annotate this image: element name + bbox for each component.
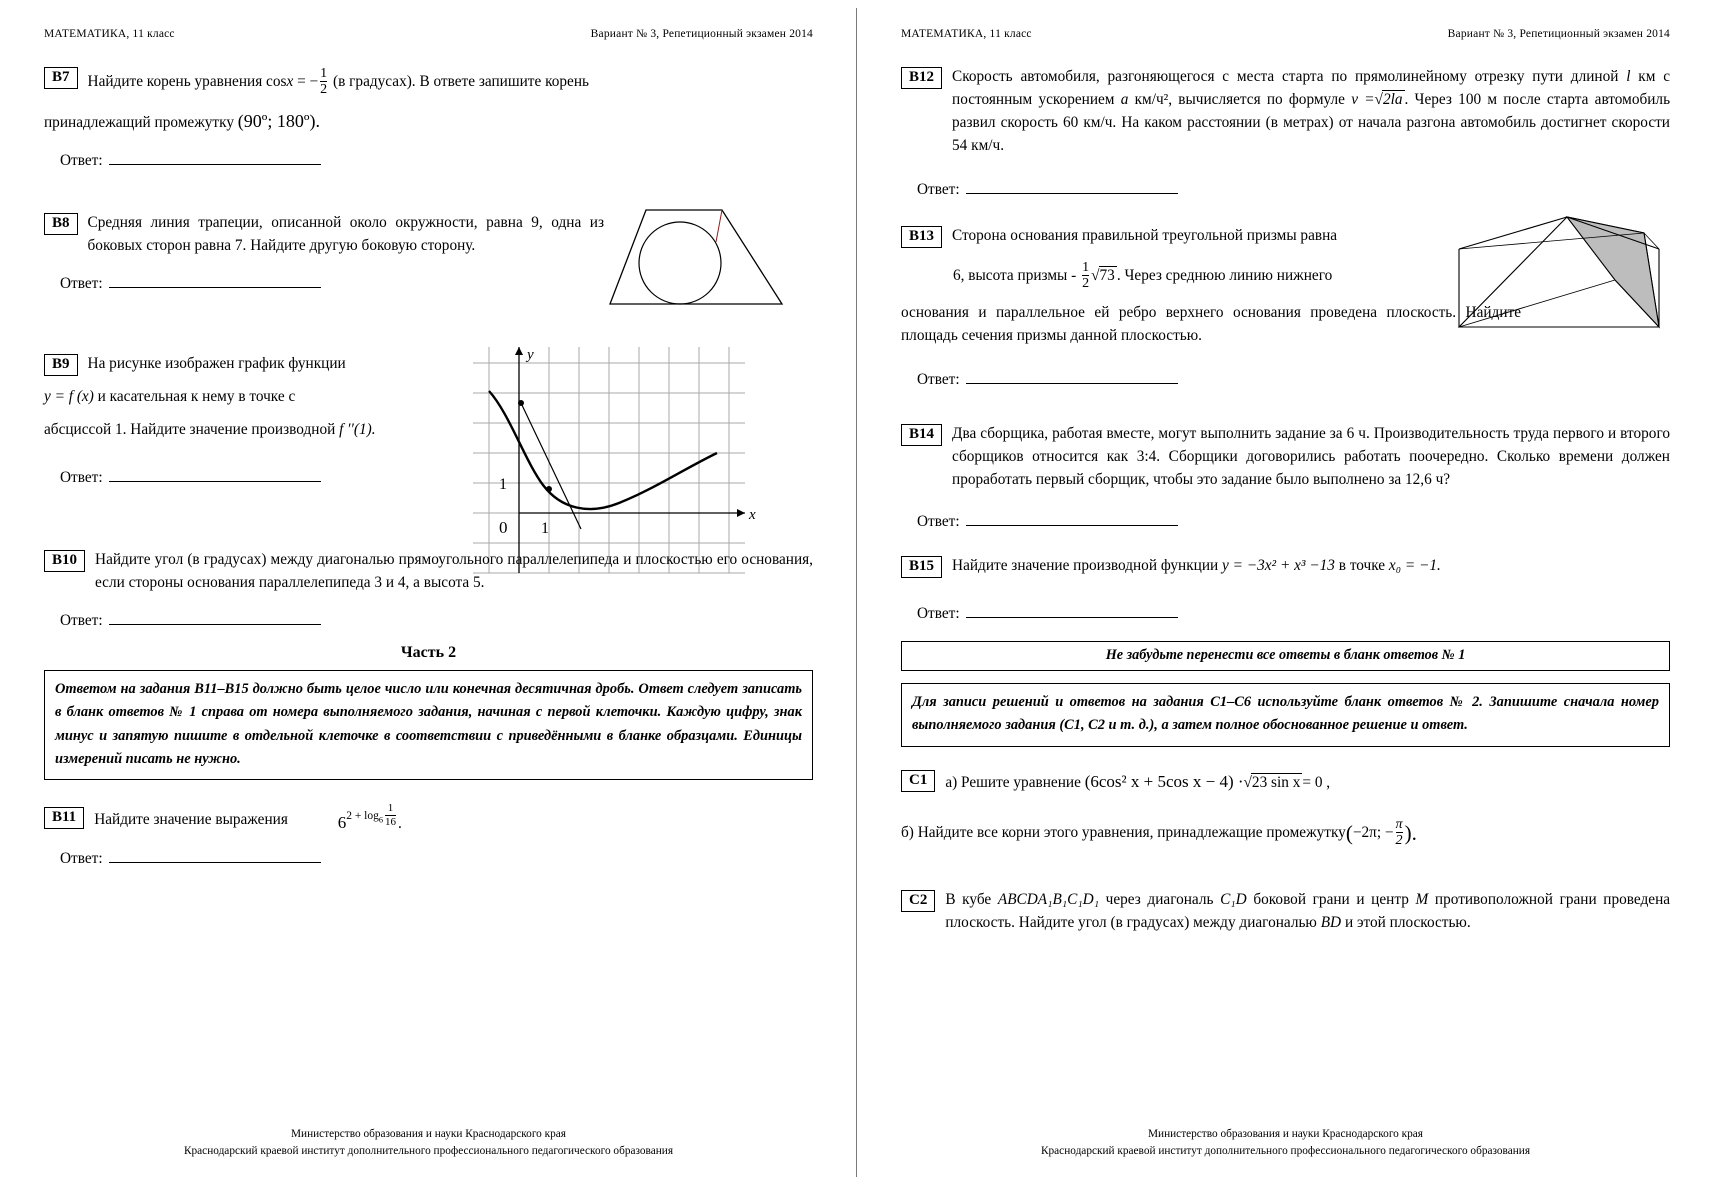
b15-formula: y = −3x² + x³ −13: [1222, 556, 1335, 574]
b13-line2: [953, 260, 1473, 292]
b12-text-3: км/ч², вычисляется по формуле: [1134, 90, 1345, 108]
task-b13: [901, 225, 1670, 389]
task-b14-text: Два сборщика, работая вместе, могут выполнить задание за 6 ч. Производительность труда первого и второго сборщиков относится как 3:4. Сборщики договорились работать поочередно. Сколько времени должен проработать первый сборщик, чтобы это задание было выполнено за 12,6 ч?: [952, 424, 1670, 488]
header-subject-left: МАТЕМАТИКА, 11 класс: [44, 28, 175, 40]
task-tag-b15: B15: [901, 556, 942, 578]
answer-label-b12: Ответ:: [917, 180, 960, 198]
answer-line-b14[interactable]: [966, 512, 1178, 526]
running-head-right: [901, 28, 1670, 40]
c2-text-5: и этой плоскостью.: [1344, 913, 1471, 931]
running-head-left: [44, 28, 813, 40]
b12-text-4: . Через 100 м после старта автомобиль развил скорость 60 км/ч. На каком расстоянии (в метрах) от начала разгона автомобиль достигнет скорости 54 км/ч.: [952, 90, 1671, 154]
task-b11-text: [94, 802, 813, 833]
task-b11: [44, 802, 813, 868]
c2-diag: C₁D: [1220, 890, 1247, 908]
c2-text-3: боковой грани и центр: [1253, 890, 1409, 908]
task-b15-text: [952, 555, 1670, 578]
b12-var-a: a: [1120, 90, 1129, 108]
svg-text:y: y: [527, 346, 534, 363]
transfer-answers-banner: Не забудьте перенести все ответы в бланк ответов № 1: [901, 641, 1670, 671]
header-variant-right: Вариант № 3, Репетиционный экзамен 2014: [1447, 28, 1670, 40]
answer-line-b11[interactable]: [109, 849, 321, 863]
task-tag-b8: B8: [44, 213, 78, 235]
task-c1: [901, 769, 1670, 849]
b11-base: 6: [337, 813, 347, 833]
answer-label-b15: Ответ:: [917, 604, 960, 622]
task-b10-text: Найдите угол (в градусах) между диагональю прямоугольного параллелепипеда и плоскостью его основания, если стороны основания параллелепипеда 3 и 4, а высота 5.: [95, 550, 813, 591]
b12-sqrt-body: 2la: [1382, 90, 1403, 108]
b11-exp-sub: 6: [378, 815, 384, 825]
answer-line-b9[interactable]: [109, 468, 321, 482]
answer-label-b11: Ответ:: [60, 850, 103, 868]
c1-text-b: б) Найдите все корни этого уравнения, принадлежащие промежутку: [901, 823, 1346, 841]
answer-b14: [917, 512, 1670, 531]
task-b15: [901, 555, 1670, 623]
answer-label-b8: Ответ:: [60, 274, 103, 292]
task-tag-b14: B14: [901, 424, 942, 446]
c2-text-1: В кубе: [945, 890, 992, 908]
c1-text-a: а) Решите уравнение: [945, 773, 1081, 791]
b9-derivative: f ′′(1).: [339, 421, 376, 439]
b9-formula: y = f (x): [44, 388, 94, 406]
answer-b13: [917, 370, 1670, 389]
b15-point: x₀ = −1.: [1388, 556, 1441, 574]
right-page: [857, 0, 1714, 1185]
c1-sqrt: √23 sin x: [1243, 773, 1301, 791]
b13-frac-num: 1: [1082, 259, 1090, 275]
task-b8-text: Средняя линия трапеции, описанной около окружности, равна 9, одна из боковых сторон равна 7. Найдите другую боковую сторону.: [87, 213, 604, 254]
task-b13-text-1: Сторона основания правильной треугольной призмы равна: [952, 226, 1338, 244]
task-b12: [901, 66, 1670, 199]
b13-sqrt: √73: [1091, 266, 1115, 284]
task-c1-text-b: [901, 817, 1670, 849]
task-b12-text: [952, 66, 1670, 158]
task-b9: [44, 346, 813, 537]
answer-line-b8[interactable]: [109, 274, 321, 288]
task-tag-b10: B10: [44, 550, 85, 572]
part-c-instructions: Для записи решений и ответов на задания С1–С6 используйте бланк ответов № 2. Запишите сначала номер выполняемого задания (С1, С2 и т. д.), а затем полное обоснованное решение и ответ.: [901, 683, 1670, 747]
task-b14: [901, 423, 1670, 531]
b13-fraction: [1082, 260, 1089, 292]
answer-label-b14: Ответ:: [917, 512, 960, 530]
task-tag-b11: B11: [44, 807, 84, 829]
answer-label-b10: Ответ:: [60, 611, 103, 629]
c2-point-m: M: [1415, 890, 1429, 908]
part-2-instructions: Ответом на задания В11–В15 должно быть целое число или конечная десятичная дробь. Ответ следует записать в бланк ответов № 1 справа от номера выполняемого задания, начиная с первой клеточки. Каждую цифру, знак минус и запятую пишите в отдельной клеточке в соответствии с приведёнными в бланке образцами. Единицы измерений писать не нужно.: [44, 670, 813, 780]
c2-text-2: через диагональ: [1105, 890, 1214, 908]
b11-exp-frac: [385, 803, 396, 828]
answer-label-b13: Ответ:: [917, 370, 960, 388]
b11-expression: [337, 802, 402, 833]
b11-exp-frac-den: 16: [385, 815, 397, 828]
b9-text-1: На рисунке изображен график функции: [87, 354, 346, 372]
c2-bd: BD: [1320, 913, 1342, 931]
c2-cube: ABCDA₁B₁C₁D₁: [997, 890, 1100, 908]
task-c2: [901, 889, 1670, 935]
header-subject-right: МАТЕМАТИКА, 11 класс: [901, 28, 1032, 40]
task-tag-b12: B12: [901, 67, 942, 89]
b12-text-1: Скорость автомобиля, разгоняющегося с места старта по прямолинейному отрезку пути длиной: [952, 68, 1619, 85]
b12-sqrt: √2la: [1374, 90, 1403, 108]
answer-label-b7: Ответ:: [60, 151, 103, 169]
footer-right: [857, 1126, 1714, 1159]
task-b7: [44, 66, 813, 170]
answer-b7: [60, 151, 813, 170]
footer-right-line-2: Краснодарский краевой институт дополнительного профессионального педагогического образования: [1040, 1144, 1531, 1157]
c1-sqrt-body: 23 sin x: [1251, 773, 1301, 791]
svg-text:x: x: [749, 506, 756, 523]
task-b10: [44, 549, 813, 630]
svg-text:1: 1: [499, 475, 507, 493]
answer-line-b15[interactable]: [966, 604, 1178, 618]
c1-interval-close: ).: [1404, 820, 1417, 845]
b15-text-2: в точке: [1338, 556, 1386, 574]
b12-text-2: км с постоянным ускорением: [952, 68, 1670, 108]
task-tag-c1: C1: [901, 770, 935, 792]
b9-text-3: абсциссой 1. Найдите значение производной: [44, 421, 336, 439]
b7-frac-num: 1: [320, 65, 328, 81]
answer-b15: [917, 604, 1670, 623]
b13-text-2: 6, высота призмы -: [953, 266, 1077, 284]
svg-text:0: 0: [499, 517, 508, 537]
b7-frac-den: 2: [320, 81, 328, 98]
task-tag-b13: B13: [901, 226, 942, 248]
answer-line-b10[interactable]: [109, 611, 321, 625]
b13-sqrt-body: 73: [1099, 266, 1115, 284]
b12-formula-v: v =: [1351, 90, 1375, 108]
answer-line-b7[interactable]: [109, 151, 321, 165]
answer-b11: [60, 849, 813, 868]
trapezoid-circle-figure: [604, 204, 824, 314]
answer-line-b12[interactable]: [966, 180, 1178, 194]
b11-dot: .: [398, 815, 402, 833]
task-tag-b7: B7: [44, 67, 78, 89]
triangular-prism-figure: [1449, 209, 1679, 349]
task-c1-text-a: [945, 769, 1670, 795]
b7-text-2: (в градусах). В ответе запишите корень: [333, 72, 590, 90]
b9-text-2: и касательная к нему в точке с: [97, 388, 296, 406]
b7-second-line: [44, 108, 813, 135]
footer-left-line-1: Министерство образования и науки Краснодарского края: [291, 1128, 566, 1141]
b7-eq: = −: [297, 72, 319, 90]
b13-frac-den: 2: [1082, 275, 1090, 292]
footer-right-line-1: Министерство образования и науки Краснодарского края: [1148, 1128, 1423, 1141]
part-2-title: Часть 2: [400, 643, 457, 661]
b12-var-l: l: [1626, 68, 1631, 85]
c1-eq-2: = 0 ,: [1302, 773, 1331, 791]
c1-interval-1: −2π; −: [1352, 823, 1394, 841]
task-b8: [44, 212, 813, 293]
task-tag-b9: B9: [44, 354, 78, 376]
answer-label-b9: Ответ:: [60, 468, 103, 486]
function-graph-figure: [469, 343, 769, 583]
svg-text:1: 1: [541, 519, 549, 537]
c1-pi-den: 2: [1395, 831, 1403, 848]
b11-exp-frac-num: 1: [387, 802, 394, 814]
task-c2-text: [945, 889, 1670, 935]
b11-text: Найдите значение выражения: [94, 811, 288, 829]
answer-b12: [917, 180, 1670, 199]
c1-eq-1: (6cos² x + 5cos x − 4) ·: [1084, 771, 1244, 791]
b15-text-1: Найдите значение производной функции: [952, 556, 1219, 574]
answer-b10: [60, 611, 813, 630]
task-b7-text: [88, 66, 813, 98]
c2-text-4: противоположной грани проведена плоскость. Найдите угол (в градусах) между диагональю: [945, 890, 1671, 931]
c1-pi-num: π: [1395, 815, 1403, 832]
footer-left-line-2: Краснодарский краевой институт дополнительного профессионального педагогического образования: [183, 1144, 674, 1157]
b7-text-1: Найдите корень уравнения cos: [87, 72, 287, 90]
c1-pi-fraction: [1396, 817, 1403, 849]
task-tag-c2: C2: [901, 890, 935, 912]
b11-exp-main: 2 + log: [346, 810, 379, 823]
header-variant-left: Вариант № 3, Репетиционный экзамен 2014: [590, 28, 813, 40]
b7-interval: (90º; 180º).: [237, 110, 320, 131]
b7-text-3: принадлежащий промежутку: [44, 113, 234, 131]
answer-line-b13[interactable]: [966, 370, 1178, 384]
b13-text-3: . Через среднюю линию нижнего: [1116, 266, 1333, 284]
b11-exponent: [346, 802, 398, 828]
footer-left: [0, 1126, 857, 1159]
b7-fraction: [320, 66, 327, 98]
c1-interval-open: (: [1345, 820, 1353, 845]
b7-var-x: x: [286, 72, 294, 90]
b13-line3: основания и параллельное ей ребро верхнего основания проведена плоскость. Найдите площадь сечения призмы данной плоскостью.: [901, 303, 1521, 344]
